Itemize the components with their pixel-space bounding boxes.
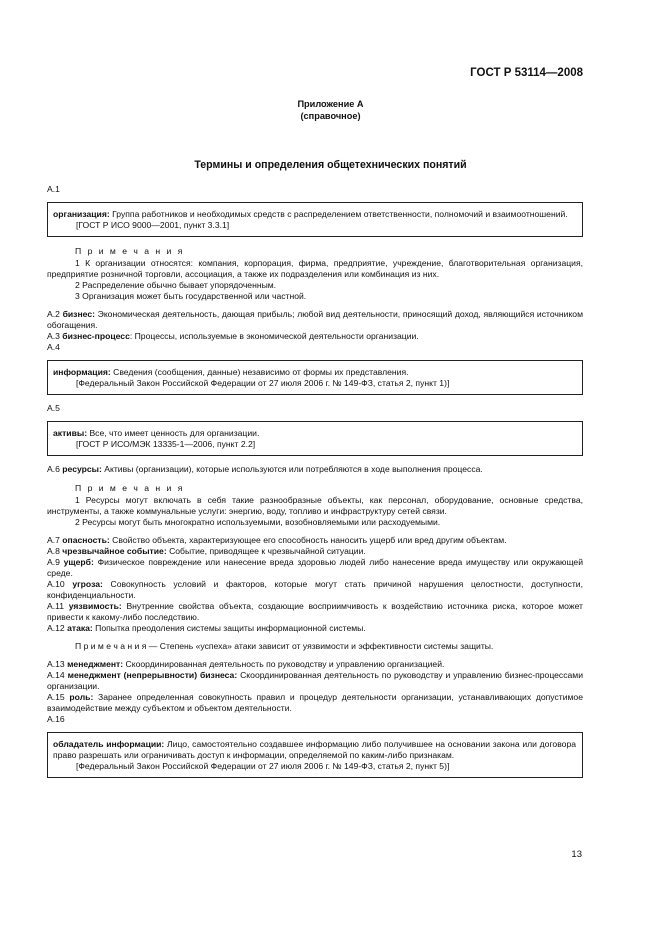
notes-block xyxy=(47,246,583,302)
definition-text: Лицо, самостоятельно создавшее информацию либо получившее на основании закона или договора право разрешать или ограничивать доступ к информации, определяемой по каким-либо признакам. xyxy=(53,739,576,761)
definition xyxy=(53,367,576,378)
item-label: А.4 xyxy=(47,341,60,352)
item-label: А.15 xyxy=(47,692,65,703)
item-label: А.12 xyxy=(47,623,65,634)
definition-text: Внутренние свойства объекта, создающие восприимчивость к воздействию источника риска, которое может привести к какому-либо последствию. xyxy=(47,601,583,623)
definition xyxy=(47,670,583,692)
definition xyxy=(47,546,583,557)
definition xyxy=(47,557,583,579)
term: организация: xyxy=(53,209,110,219)
definition-text: Все, что имеет ценность для организации. xyxy=(87,427,260,438)
definition-text: Свойство объекта, характеризующее его способность наносить ущерб или вред другим объектам. xyxy=(109,535,507,546)
item-label: А.10 xyxy=(47,579,65,590)
annex-title: Приложение А xyxy=(297,99,364,109)
term: роль: xyxy=(69,692,94,703)
term: угроза: xyxy=(72,579,103,590)
item-label: А.7 xyxy=(47,535,60,546)
definition xyxy=(53,428,576,439)
definition xyxy=(47,692,583,714)
term: чрезвычайное событие: xyxy=(62,546,167,557)
definition xyxy=(53,739,576,761)
note: 2 Ресурсы могут быть многократно используемыми, возобновляемыми или расходуемыми. xyxy=(75,517,441,528)
source-reference: [ГОСТ Р ИСО/МЭК 13335-1—2006, пункт 2.2] xyxy=(76,438,256,449)
notes-block xyxy=(47,483,583,528)
annex-subtitle: (справочное) xyxy=(300,111,361,122)
term: менеджмент: xyxy=(67,659,124,670)
term: ущерб: xyxy=(63,557,94,568)
term: бизнес: xyxy=(62,308,95,319)
note: 1 Ресурсы могут включать в себя такие разнообразные объекты, как персонал, оборудование, основные средства, инструменты, а также коммунальные услуги: энергию, воду, топливо и инфраструктуру сетей связи. xyxy=(47,495,583,517)
term: уязвимость: xyxy=(68,601,122,612)
definition-box xyxy=(47,421,583,456)
terms-list xyxy=(47,184,583,786)
definition-text: Экономическая деятельность, дающая прибыль; любой вид деятельности, приносящий доход, являющийся источником обогащения. xyxy=(47,308,583,330)
term: активы: xyxy=(53,427,88,438)
definition xyxy=(47,659,583,670)
term: опасность: xyxy=(62,535,110,546)
definition-text: Попытка преодоления системы защиты информационной системы. xyxy=(92,623,366,634)
item-label: А.11 xyxy=(47,601,65,612)
term: бизнес-процесс xyxy=(62,330,130,341)
definition-text: Заранее определенная совокупность правил и процедур деятельности организации, устанавливающих допустимое взаимодействие между субъектом и объектом деятельности. xyxy=(47,692,583,714)
item-label: А.2 xyxy=(47,308,60,319)
item-label: А.5 xyxy=(47,402,60,413)
item-label: А.3 xyxy=(47,330,60,341)
definition-text: Скоординированная деятельность по руководству и управлению организацией. xyxy=(123,659,445,670)
term: менеджмент (непрерывности) бизнеса: xyxy=(67,670,238,681)
item-label: А.1 xyxy=(47,184,60,194)
definition-text: Физическое повреждение или нанесение вреда здоровью людей либо нанесение вреда имуществу или окружающей среде. xyxy=(47,557,583,579)
notes-title: П р и м е ч а н и я xyxy=(75,245,185,256)
item-label: А.9 xyxy=(47,557,60,568)
definition xyxy=(47,579,583,601)
definition-text: Активы (организации), которые используются или потребляются в ходе выполнения процесса. xyxy=(101,463,483,474)
source-reference: [Федеральный Закон Российской Федерации от 27 июля 2006 г. № 149-ФЗ, статья 2, пункт 5)] xyxy=(76,761,450,772)
item-label: А.16 xyxy=(47,714,65,725)
item-label: А.8 xyxy=(47,546,60,557)
section-title: Термины и определения общетехнических понятий xyxy=(194,159,467,171)
definition xyxy=(47,601,583,623)
item-label: А.6 xyxy=(47,463,60,474)
item-label: А.14 xyxy=(47,670,65,681)
source-reference: [Федеральный Закон Российской Федерации от 27 июля 2006 г. № 149-ФЗ, статья 2, пункт 1)] xyxy=(76,377,450,388)
note: 3 Организация может быть государственной или частной. xyxy=(75,290,307,301)
annex-heading xyxy=(0,98,661,123)
definition xyxy=(47,331,583,342)
term: атака: xyxy=(67,623,93,634)
term: информация: xyxy=(53,366,111,377)
notes-title: П р и м е ч а н и я xyxy=(75,483,185,494)
term: ресурсы: xyxy=(62,463,102,474)
definition xyxy=(47,535,583,546)
definition-text: : Процессы, используемые в экономической деятельности организации. xyxy=(129,330,419,341)
term: обладатель информации: xyxy=(53,739,165,750)
document-code: ГОСТ Р 53114—2008 xyxy=(470,67,583,79)
source-reference: [ГОСТ Р ИСО 9000—2001, пункт 3.3.1] xyxy=(76,220,230,230)
definition xyxy=(53,209,576,220)
definition-text: Сведения (сообщения, данные) независимо от формы их представления. xyxy=(110,366,409,377)
definition-text: Скоординированная деятельность по руководству и управлению бизнес-процессами организации. xyxy=(47,670,584,692)
note: 2 Распределение обычно бывает упорядоченным. xyxy=(75,279,277,290)
definition-box xyxy=(47,732,583,778)
note: П р и м е ч а н и я — Степень «успеха» атаки зависит от уязвимости и эффективности системы защиты. xyxy=(75,641,494,652)
definition-box xyxy=(47,360,583,395)
definition-text: Совокупность условий и факторов, которые могут стать причиной нарушения целостности, доступности, конфиденциальности. xyxy=(47,579,583,601)
note: 1 К организации относятся: компания, корпорация, фирма, предприятие, учреждение, благотворительная организация, предприятие розничной торговли, ассоциация, а также их подразделения или комбинация из них. xyxy=(47,257,583,279)
definition xyxy=(47,464,583,475)
definition xyxy=(47,309,583,331)
definition-text: Событие, приводящее к чрезвычайной ситуации. xyxy=(166,546,366,557)
definition xyxy=(47,623,583,634)
item-label: А.13 xyxy=(47,659,65,670)
definition-text: Группа работников и необходимых средств с распределением ответственности, полномочий и взаимоотношений. xyxy=(109,209,568,219)
page-number: 13 xyxy=(571,849,582,860)
definition-box xyxy=(47,202,583,237)
